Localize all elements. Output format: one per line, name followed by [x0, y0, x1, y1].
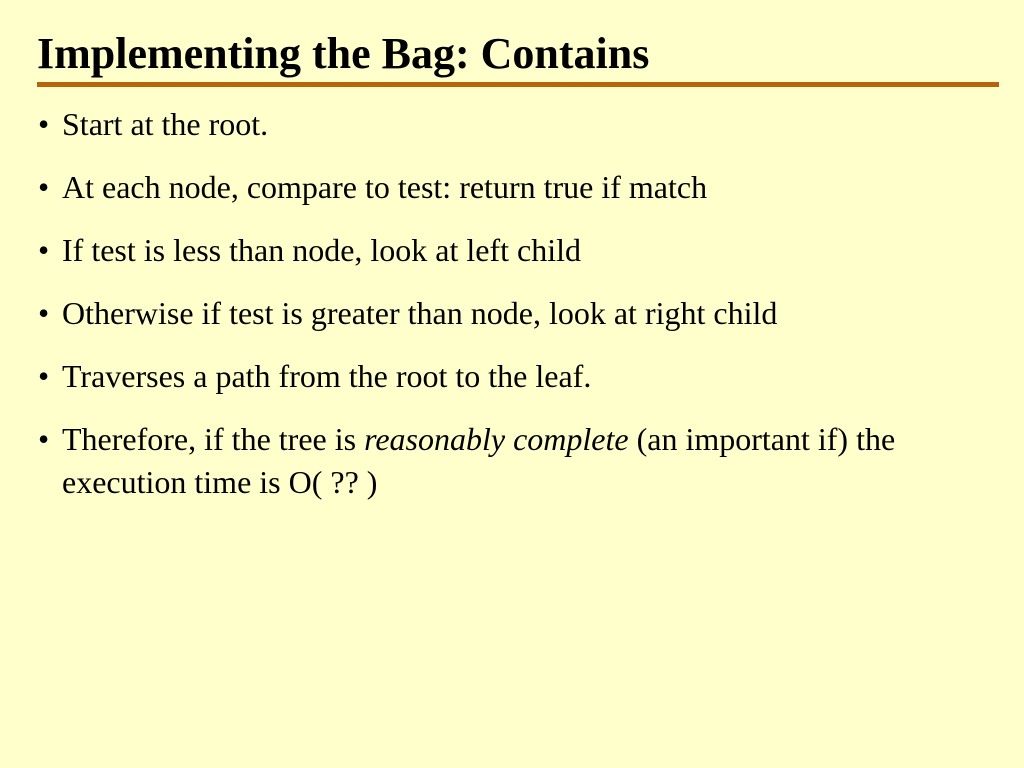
- bullet-item: [0, 103, 1002, 146]
- bullet-marker: •: [38, 295, 50, 331]
- bullet-text: [62, 358, 591, 394]
- bullet-item: [0, 355, 1002, 398]
- title-underline-rule: [37, 82, 999, 87]
- bullet-marker: •: [38, 232, 50, 268]
- bullet-segment: (an important if) the execution time is O( ?? ): [62, 421, 896, 500]
- bullet-text: [62, 106, 268, 142]
- bullet-segment: Traverses a path from the root to the leaf.: [62, 358, 592, 394]
- bullet-marker: •: [38, 169, 50, 205]
- bullet-text: [62, 232, 581, 268]
- bullet-text: [62, 295, 777, 331]
- bullet-segment: Otherwise if test is greater than node, look at right child: [62, 295, 778, 331]
- bullet-segment: Start at the root.: [62, 106, 269, 142]
- bullet-list: [0, 103, 1024, 524]
- bullet-item: [0, 418, 1002, 504]
- bullet-item: [0, 229, 1002, 272]
- bullet-text: [62, 169, 707, 205]
- bullet-marker: •: [38, 421, 50, 457]
- bullet-text: [62, 421, 895, 500]
- bullet-item: [0, 292, 1002, 335]
- bullet-segment: Therefore, if the tree is: [62, 421, 365, 457]
- bullet-marker: •: [38, 106, 50, 142]
- bullet-item: [0, 166, 1002, 209]
- bullet-segment: At each node, compare to test: return true if match: [62, 169, 708, 205]
- bullet-marker: •: [38, 358, 50, 394]
- bullet-segment: If test is less than node, look at left child: [62, 232, 581, 268]
- slide-title: Implementing the Bag: Contains: [37, 29, 650, 78]
- bullet-segment-italic: reasonably complete: [364, 421, 629, 457]
